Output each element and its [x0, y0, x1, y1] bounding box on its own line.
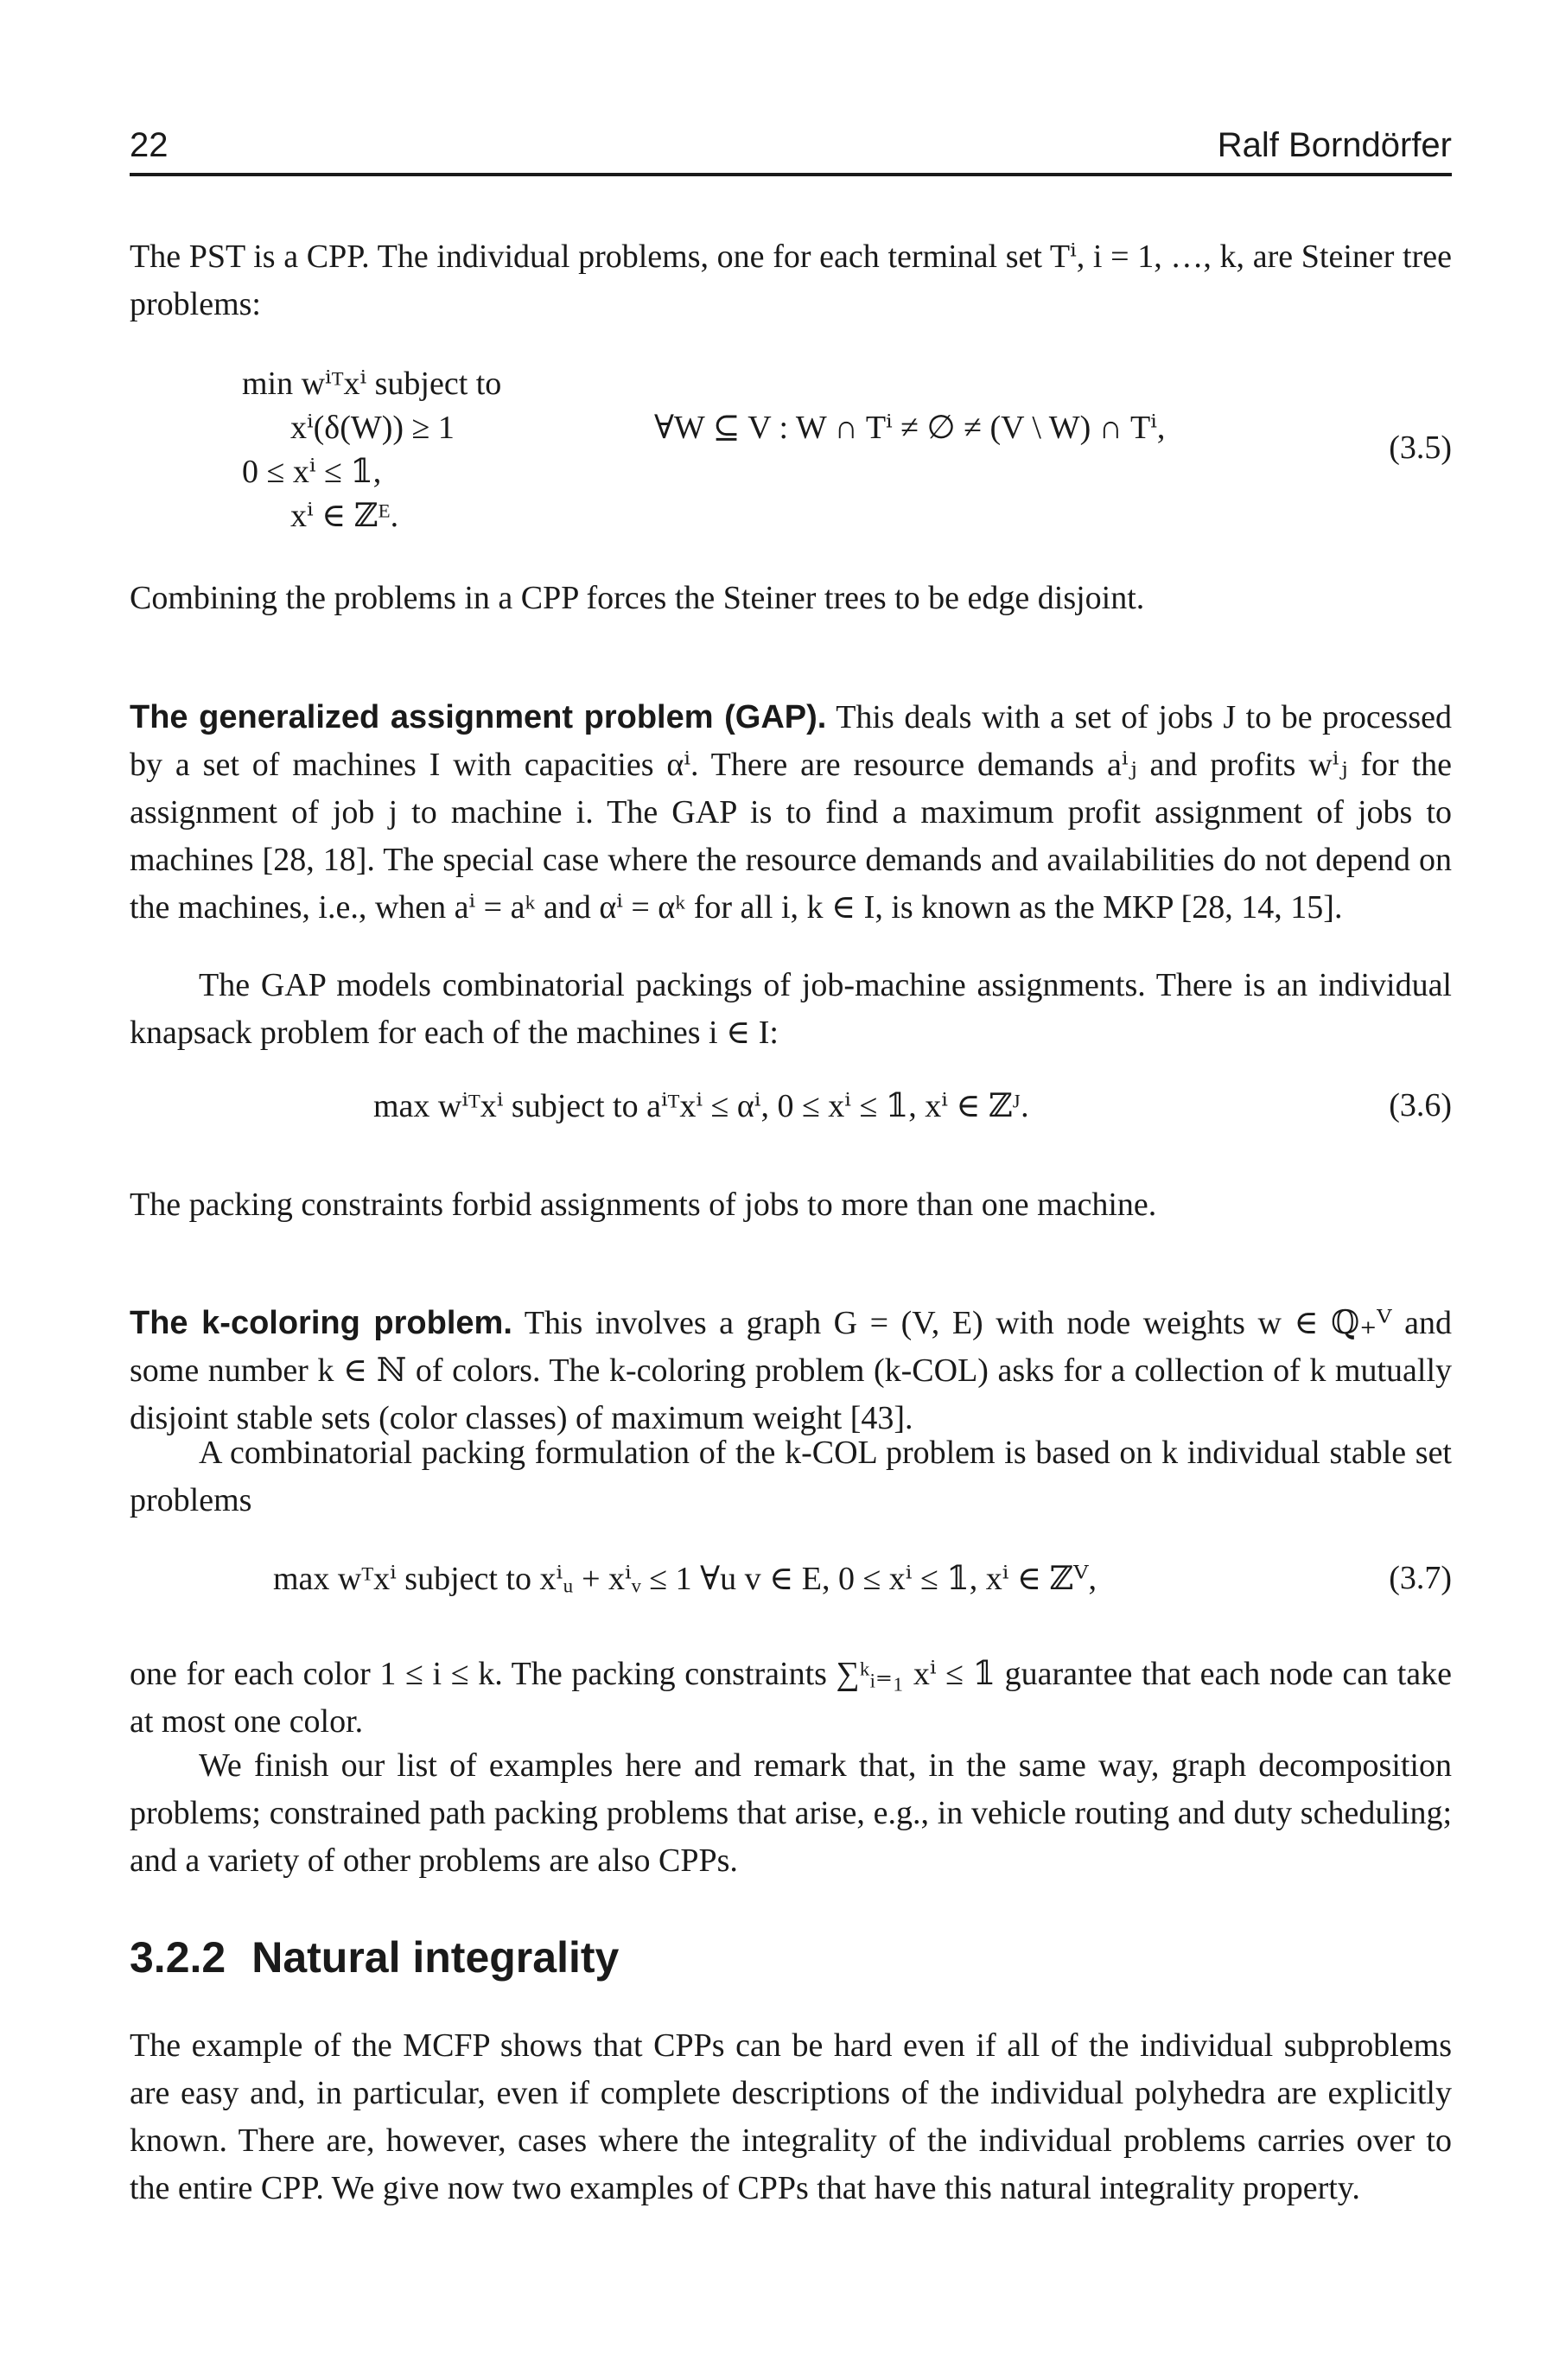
eq35-line4: xⁱ ∈ ℤᴱ.: [290, 498, 399, 534]
running-head: Ralf Borndörfer: [1217, 126, 1452, 164]
eq37: max wᵀxⁱ subject to xⁱᵤ + xⁱᵥ ≤ 1 ∀u v ∈ E, 0 ≤ xⁱ ≤ 𝟙, xⁱ ∈ ℤⱽ,: [273, 1561, 1097, 1597]
section-number: 3.2.2: [130, 1933, 226, 1982]
eq36: max wⁱᵀxⁱ subject to aⁱᵀxⁱ ≤ αⁱ, 0 ≤ xⁱ ≤ 𝟙, xⁱ ∈ ℤᴶ.: [373, 1088, 1029, 1124]
gap-text: This deals with a set of jobs J to be processed by a set of machines I with capacities αⁱ. There are resource demands aⁱⱼ and profits wⁱⱼ for the assignment of job j to machine i. The GAP is to find a maximum profit assignment of jobs to machines [28, 18]. The special case where the resource demands and availabilities do not depend on the machines, i.e., when aⁱ = aᵏ and αⁱ = αᵏ for all i, k ∈ I, is known as the MKP [28, 14, 15].: [130, 699, 1452, 926]
page-number: 22: [130, 126, 169, 164]
section-paragraph: The example of the MCFP shows that CPPs can be hard even if all of the individual subproblems are easy and, in particular, even if complete descriptions of the individual polyhedra are explicitly known. There are, however, cases where the integrality of the individual problems carries over to the entire CPP. We give now two examples of CPPs that have this natural integrality property.: [130, 2027, 1452, 2206]
kcol-text: This involves a graph G = (V, E) with node weights w ∈ ℚ₊ⱽ and some number k ∈ ℕ of colors. The k-coloring problem (k-COL) asks for a collection of k mutually disjoint stable sets (color classes) of maximum weight [43].: [130, 1305, 1452, 1436]
eq35-line2: xⁱ(δ(W)) ≥ 1: [290, 410, 455, 446]
closing-paragraph: We finish our list of examples here and remark that, in the same way, graph decomposition problems; constrained path packing problems that arise, e.g., in vehicle routing and duty scheduling; and a variety of other problems are also CPPs.: [130, 1747, 1452, 1879]
gap-paragraph-2: The GAP models combinatorial packings of job-machine assignments. There is an individual knapsack problem for each of the machines i ∈ I:: [130, 967, 1452, 1051]
eq36-number: (3.6): [1389, 1087, 1452, 1123]
after-eq35: Combining the problems in a CPP forces the Steiner trees to be edge disjoint.: [130, 580, 1145, 616]
section-title: Natural integrality: [251, 1933, 620, 1982]
eq37-number: (3.7): [1389, 1560, 1452, 1596]
eq35-condition: ∀W ⊆ V : W ∩ Tⁱ ≠ ∅ ≠ (V \ W) ∩ Tⁱ,: [654, 410, 1166, 446]
after-eq36: The packing constraints forbid assignments of jobs to more than one machine.: [130, 1187, 1157, 1223]
kcol-paragraph: [130, 1300, 1452, 1442]
after-eq37: one for each color 1 ≤ i ≤ k. The packing constraints ∑ᵏᵢ₌₁ xⁱ ≤ 𝟙 guarantee that each node can take at most one color.: [130, 1656, 1452, 1740]
page-header: [130, 121, 1452, 176]
section-heading: [130, 1932, 619, 1982]
eq35-number: (3.5): [1389, 430, 1452, 466]
gap-paragraph: [130, 694, 1452, 932]
eq35-line1: min wⁱᵀxⁱ subject to: [242, 366, 502, 402]
kcol-paragraph-2: A combinatorial packing formulation of the k-COL problem is based on k individual stable set problems: [130, 1435, 1452, 1518]
kcol-heading: The k-coloring problem.: [130, 1305, 512, 1341]
eq35-line3: 0 ≤ xⁱ ≤ 𝟙,: [242, 454, 382, 490]
intro-paragraph: The PST is a CPP. The individual problems, one for each terminal set Tⁱ, i = 1, …, k, are Steiner tree problems:: [130, 239, 1452, 322]
gap-heading: The generalized assignment problem (GAP).: [130, 699, 827, 735]
